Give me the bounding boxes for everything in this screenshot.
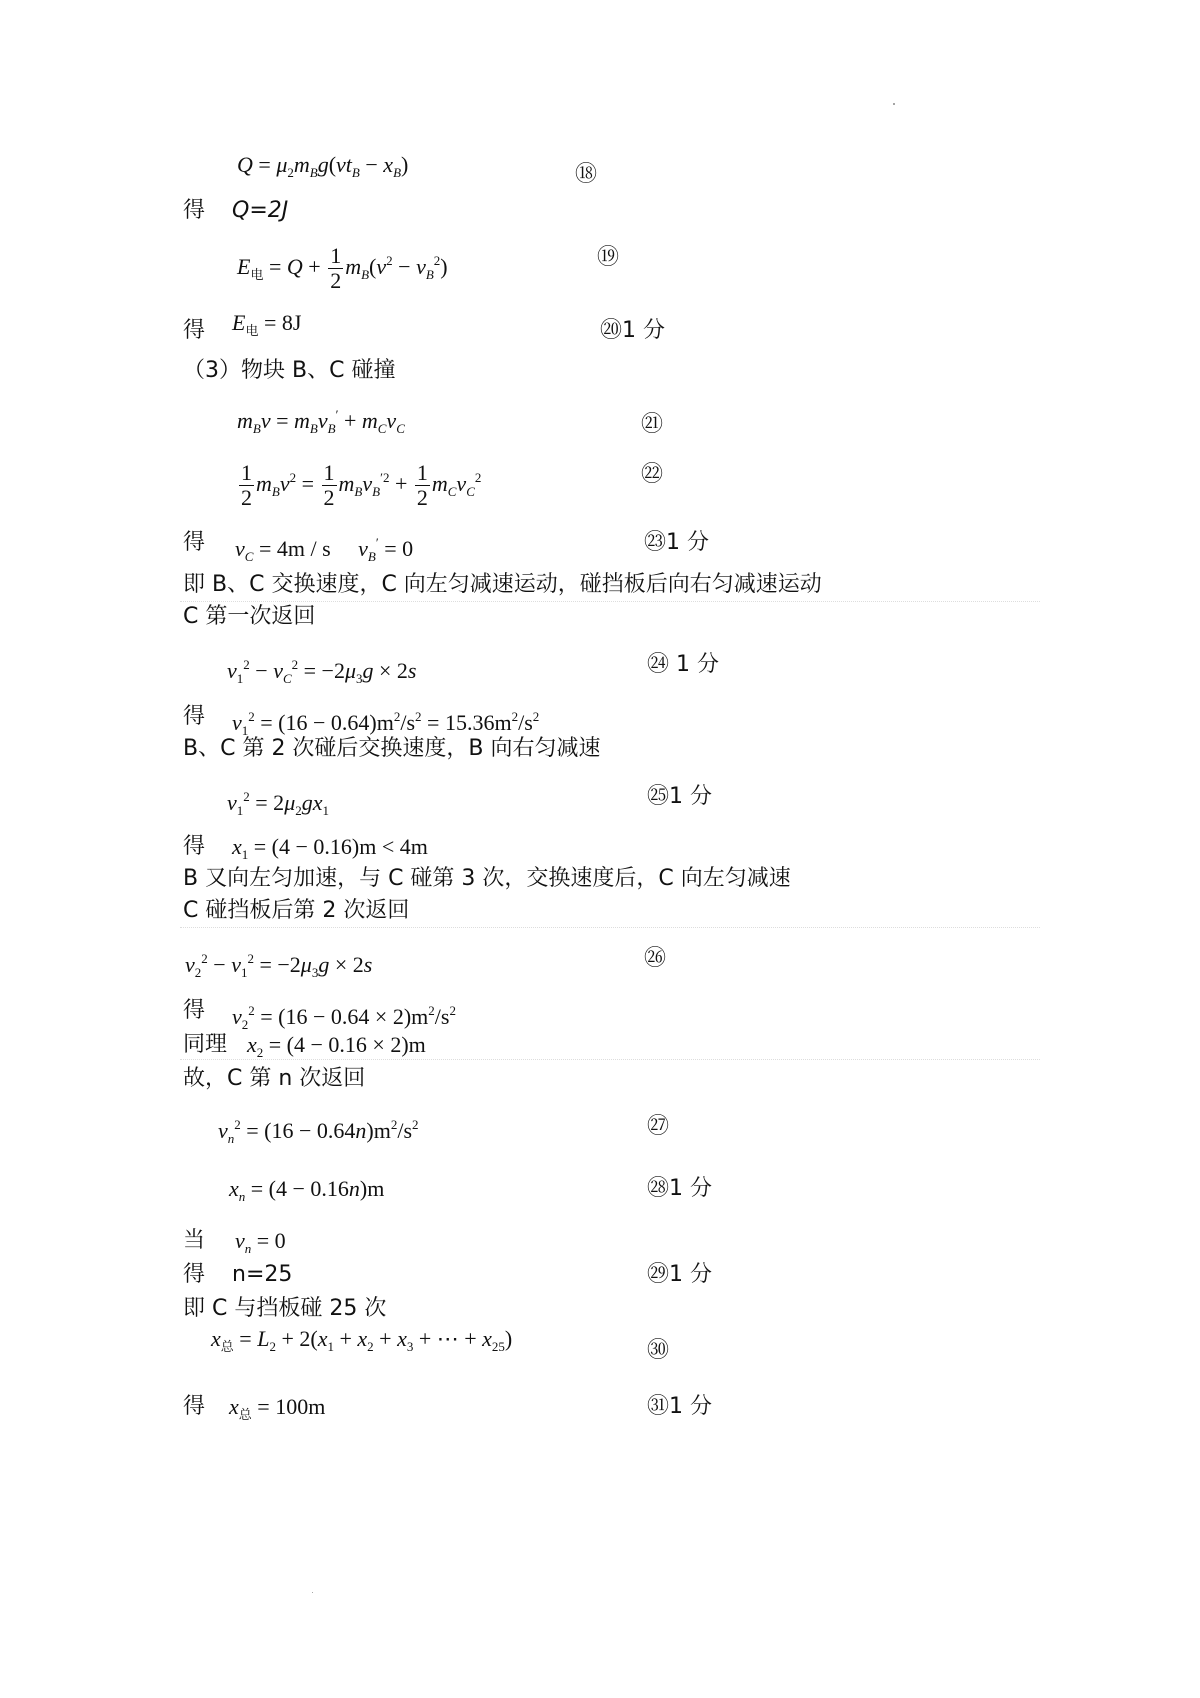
eq-number-23: ㉓1 分 xyxy=(644,530,709,555)
text-b-left: B 又向左匀加速，与 C 碰第 3 次，交换速度后，C 向左匀减速 xyxy=(183,866,791,891)
de-label: 得 xyxy=(183,998,206,1023)
condition-vn: $v_n = 0$ xyxy=(235,1228,286,1256)
eq-number-24: ㉔ 1 分 xyxy=(647,652,719,677)
eq-number-20: ⑳1 分 xyxy=(600,318,665,343)
text-nth-return: 故，C 第 n 次返回 xyxy=(183,1066,366,1091)
result-n: n=25 xyxy=(232,1262,293,1287)
result-v1: $v_1^2 = (16 - 0.64)m^2/s^2 = 15.36m^2/s^2$ xyxy=(232,709,540,738)
equation-25: $v_1^2 = 2\mu_2gx_1$ xyxy=(227,789,329,818)
equation-28: $x_n = (4 - 0.16n)m$ xyxy=(229,1176,385,1204)
equation-30: $x_总 = L_2 + 2(x_1 + x_2 + x_3$ + ⋯ + $x_{25}$) xyxy=(211,1326,513,1354)
eq-number-21: ㉑ xyxy=(641,412,664,437)
de-label: 得 xyxy=(183,704,206,729)
equation-18: $Q = \mu_2m_Bg(vt_B - x_B)$ xyxy=(237,152,409,180)
text-c-second-return: C 碰挡板后第 2 次返回 xyxy=(183,898,410,923)
equation-24: $v_1^2 - v_C^2 = -2\mu_3g \times 2s$ xyxy=(227,657,417,686)
de-label: 得 xyxy=(183,1394,206,1419)
eq-number-19: ⑲ xyxy=(597,245,620,270)
result-e-value: = 8J xyxy=(263,310,302,335)
de-label: 得 xyxy=(183,1262,206,1287)
scan-speck xyxy=(312,1592,313,1593)
eq-number-26: ㉖ xyxy=(644,946,667,971)
result-x-total: $x_总 = 100m$ xyxy=(229,1394,326,1422)
result-e: $E_电 = 8J$ xyxy=(232,310,302,338)
equation-27: $v_n^2 = (16 - 0.64n)m^2/s^2$ xyxy=(218,1117,419,1146)
de-label: 得 xyxy=(183,834,206,859)
equation-26: $v_2^2 - v_1^2 = -2\mu_3g \times 2s$ xyxy=(185,951,373,980)
text-bc-second: B、C 第 2 次碰后交换速度，B 向右匀减速 xyxy=(183,736,601,761)
result-vc: $v_C = 4m / s$ $v_B' = 0$ xyxy=(235,535,414,564)
de-label: 得 xyxy=(183,530,206,555)
eq-number-28: ㉘1 分 xyxy=(647,1176,712,1201)
equation-21: $m_Bv = m_Bv_B' + m_Cv_C$ xyxy=(237,407,405,436)
result-x2: $x_2 = (4 - 0.16 \times 2)m$ xyxy=(247,1032,426,1060)
de-label: 得 xyxy=(183,318,206,343)
eq-number-30: ㉚ xyxy=(647,1338,670,1363)
result-q: Q=2J xyxy=(232,198,289,223)
part-3-heading: （3）物块 B、C 碰撞 xyxy=(183,358,396,383)
equation-19: $E_电 = Q$ + $\frac{1}{2}$ $m_B(v^2 - v_B^2)$ xyxy=(237,243,448,294)
dang-label: 当 xyxy=(183,1228,206,1253)
eq-number-25: ㉕1 分 xyxy=(647,784,712,809)
eq-number-31: ㉛1 分 xyxy=(647,1394,712,1419)
eq-number-22: ㉒ xyxy=(641,462,664,487)
eq-number-29: ㉙1 分 xyxy=(647,1262,712,1287)
eq-number-18: ⑱ xyxy=(575,162,598,187)
text-first-return: C 第一次返回 xyxy=(183,604,316,629)
text-swap-velocity: 即 B、C 交换速度，C 向左匀减速运动，碰挡板后向右匀减速运动 xyxy=(183,572,822,597)
de-label: 得 xyxy=(183,198,206,223)
tongli-label: 同理 xyxy=(183,1032,228,1057)
eq-number-27: ㉗ xyxy=(647,1114,670,1139)
equation-22: $\frac{1}{2}$ $m_Bv^2$ = $\frac{1}{2}$ $m_Bv_B^{'2}$ + $\frac{1}{2}$ $m_Cv_C^2$ xyxy=(241,460,482,511)
result-x1: $x_1 = (4 - 0.16)m < 4m$ xyxy=(232,834,428,862)
text-25-collisions: 即 C 与挡板碰 25 次 xyxy=(183,1296,387,1321)
scan-speck xyxy=(893,103,895,105)
result-v2: $v_2^2 = (16 - 0.64 \times 2)m^2/s^2$ xyxy=(232,1003,456,1032)
